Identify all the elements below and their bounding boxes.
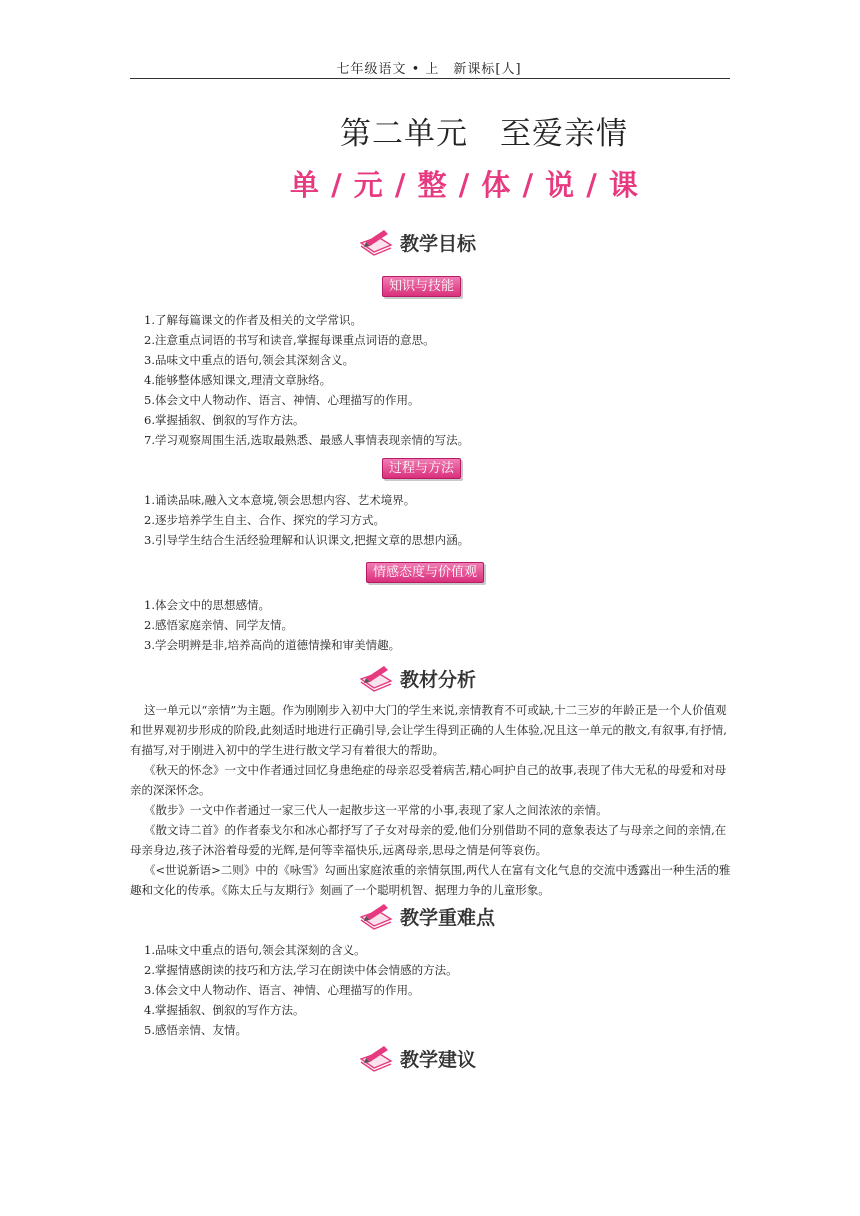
pencil-notebook-icon [358, 901, 394, 931]
paragraph: 《秋天的怀念》一文中作者通过回忆身患绝症的母亲忍受着病苦,精心呵护自己的故事,表现了伟大无私的母爱和对母亲的深深怀念。 [130, 763, 727, 797]
list-item: 2.感悟家庭亲情、同学友情。 [144, 618, 293, 632]
list-item: 3.品味文中重点的语句,领会其深刻含义。 [144, 353, 355, 367]
list-item: 4.能够整体感知课文,理清文章脉络。 [144, 373, 332, 387]
analysis-body [130, 700, 734, 900]
list-item: 3.引导学生结合生活经验理解和认识课文,把握文章的思想内涵。 [144, 533, 470, 547]
section-title: 教学目标 [400, 232, 477, 255]
subsection-tag-knowledge: 知识与技能 [382, 276, 461, 297]
list-item: 7.学习观察周围生活,选取最熟悉、最感人事情表现亲情的写法。 [144, 433, 470, 447]
list-item: 1.品味文中重点的语句,领会其深刻的含义。 [144, 943, 366, 957]
goal-list-process [144, 490, 469, 550]
list-item: 5.体会文中人物动作、语言、神情、心理描写的作用。 [144, 393, 420, 407]
list-item: 3.体会文中人物动作、语言、神情、心理描写的作用。 [144, 983, 420, 997]
list-item: 1.诵读品味,融入文本意境,领会思想内容、艺术境界。 [144, 493, 416, 507]
goal-list-knowledge [144, 310, 469, 450]
goal-list-values [144, 595, 400, 655]
section-title: 教材分析 [400, 668, 477, 691]
key-points-list [144, 940, 458, 1040]
list-item: 6.掌握插叙、倒叙的写作方法。 [144, 413, 305, 427]
pencil-notebook-icon [358, 1043, 394, 1073]
section-heading-suggestions [358, 1042, 476, 1074]
unit-subtitle: 单 / 元 / 整 / 体 / 说 / 课 [290, 168, 639, 202]
paragraph: 《散步》一文中作者通过一家三代人一起散步这一平常的小事,表现了家人之间浓浓的亲情。 [144, 803, 608, 817]
pencil-notebook-icon [358, 663, 394, 693]
running-header: 七年级语文 • 上 新课标[人] [336, 62, 522, 77]
section-heading-analysis [358, 662, 476, 694]
paragraph: 《散文诗二首》的作者泰戈尔和冰心都抒写了子女对母亲的爱,他们分别借助不同的意象表达了与母亲之间的亲情,在母亲身边,孩子沐浴着母爱的光辉,是何等幸福快乐,远离母亲,思母之情是何等哀伤。 [130, 823, 727, 857]
list-item: 1.了解每篇课文的作者及相关的文学常识。 [144, 313, 362, 327]
unit-title: 第二单元 至爱亲情 [340, 116, 628, 152]
list-item: 5.感悟亲情、友情。 [144, 1023, 247, 1037]
section-heading-key-points [358, 900, 495, 932]
list-item: 3.学会明辨是非,培养高尚的道德情操和审美情趣。 [144, 638, 401, 652]
list-item: 2.注意重点词语的书写和读音,掌握每课重点词语的意思。 [144, 333, 435, 347]
paragraph: 这一单元以“亲情”为主题。作为刚刚步入初中大门的学生来说,亲情教育不可或缺,十二三岁的年龄正是一个人价值观和世界观初步形成的阶段,此刻适时地进行正确引导,会让学生得到正确的人生体验,况且这一单元的散文,有叙事,有抒情,有描写,对于刚进入初中的学生进行散文学习有着很大的帮助。 [130, 703, 727, 757]
paragraph: 《<世说新语>二则》中的《咏雪》勾画出家庭浓重的亲情氛围,两代人在富有文化气息的交流中透露出一种生活的雅趣和文化的传承。《陈太丘与友期行》刻画了一个聪明机智、据理力争的儿童形象。 [130, 863, 731, 897]
list-item: 4.掌握插叙、倒叙的写作方法。 [144, 1003, 305, 1017]
section-title: 教学重难点 [400, 906, 496, 929]
list-item: 1.体会文中的思想感情。 [144, 598, 270, 612]
subsection-tag-process: 过程与方法 [382, 458, 461, 479]
pencil-notebook-icon [358, 227, 394, 257]
list-item: 2.掌握情感朗读的技巧和方法,学习在朗读中体会情感的方法。 [144, 963, 458, 977]
section-title: 教学建议 [400, 1048, 477, 1071]
header-divider [130, 78, 730, 79]
section-heading-goals [358, 226, 476, 258]
subsection-tag-values: 情感态度与价值观 [366, 562, 484, 583]
list-item: 2.逐步培养学生自主、合作、探究的学习方式。 [144, 513, 385, 527]
